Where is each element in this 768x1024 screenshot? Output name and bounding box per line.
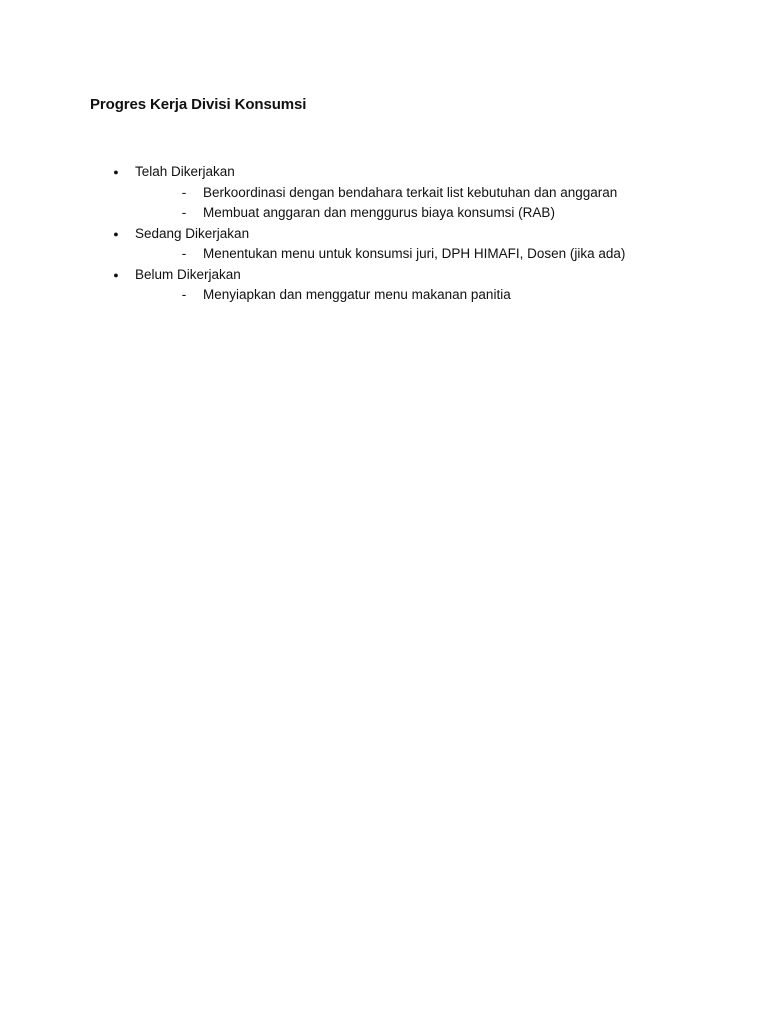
status-row (0, 162, 768, 183)
task-item (0, 203, 768, 224)
status-row (0, 224, 768, 245)
status-label: Belum Dikerjakan (135, 266, 241, 282)
bullet-icon: ● (113, 228, 119, 239)
bullet-icon: ● (113, 269, 119, 280)
progress-list (0, 162, 768, 306)
dash-icon: - (181, 205, 187, 220)
task-list (0, 183, 768, 224)
task-item (0, 285, 768, 306)
status-item-belum-dikerjakan (0, 265, 768, 306)
status-label: Telah Dikerjakan (135, 164, 235, 179)
task-text: Menyiapkan dan menggatur menu makanan panitia (203, 287, 511, 302)
status-item-sedang-dikerjakan (0, 224, 768, 265)
task-text: Berkoordinasi dengan bendahara terkait list kebutuhan dan anggaran (203, 184, 618, 200)
status-item-telah-dikerjakan (0, 162, 768, 224)
task-item (0, 183, 768, 204)
bullet-icon: ● (113, 167, 119, 177)
task-text: Membuat anggaran dan menggurus biaya konsumsi (RAB) (203, 205, 555, 220)
task-item (0, 244, 768, 265)
page-title: Progres Kerja Divisi Konsumsi (90, 96, 307, 113)
status-label: Sedang Dikerjakan (135, 225, 250, 241)
dash-icon: - (181, 184, 187, 200)
status-row (0, 265, 768, 286)
task-text: Menentukan menu untuk konsumsi juri, DPH HIMAFI, Dosen (jika ada) (203, 246, 626, 261)
task-list (0, 244, 768, 265)
dash-icon: - (181, 287, 187, 302)
task-list (0, 285, 768, 306)
dash-icon: - (181, 246, 187, 261)
